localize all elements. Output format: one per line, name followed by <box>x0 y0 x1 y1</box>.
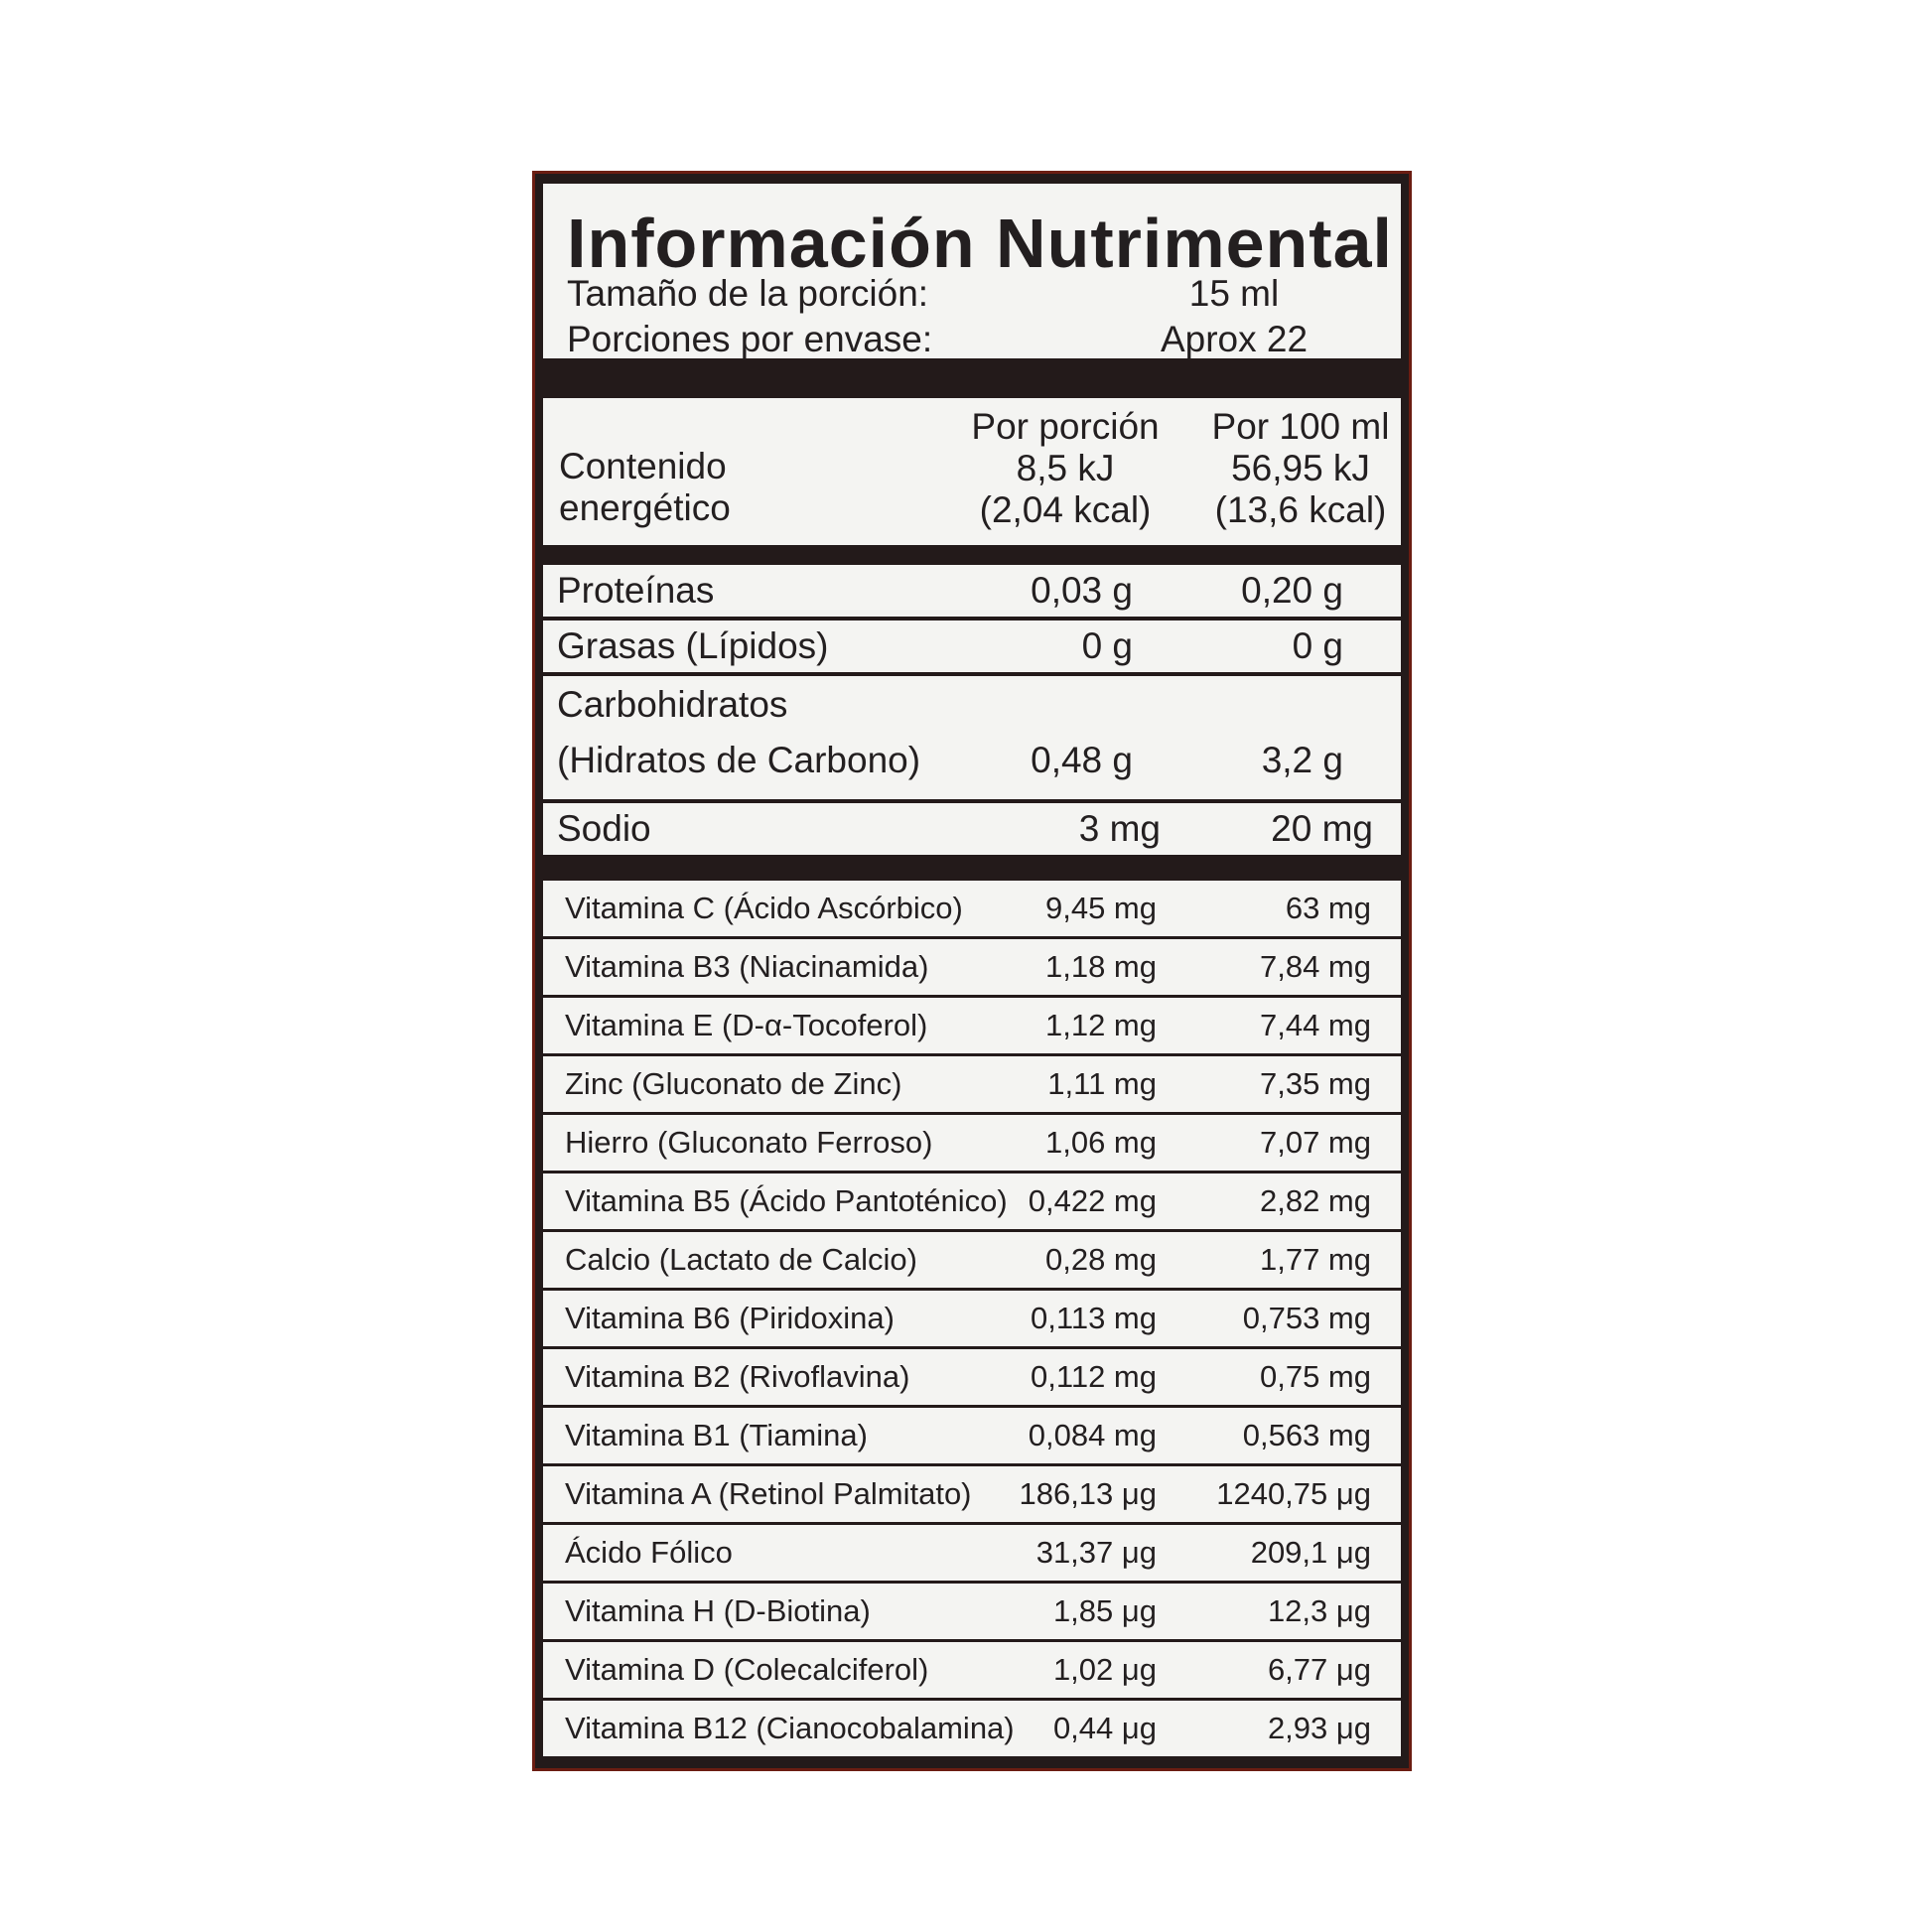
energy-section <box>543 398 1401 545</box>
macro-row <box>543 676 1401 799</box>
vitamin-per-100ml: 7,44 mg <box>1259 1008 1371 1042</box>
vitamin-name: Zinc (Gluconato de Zinc) <box>565 1066 902 1101</box>
vitamin-per-100ml: 209,1 μg <box>1250 1535 1371 1570</box>
servings-per-container-value: Aprox 22 <box>1160 319 1309 359</box>
nutrition-label <box>532 171 1412 1771</box>
vitamin-per-100ml: 7,84 mg <box>1259 949 1371 984</box>
per-serving-column <box>956 406 1174 531</box>
macros-section <box>543 565 1401 857</box>
vitamin-name: Vitamina B5 (Ácido Pantoténico) <box>565 1183 1008 1218</box>
vitamin-per-serving: 1,85 μg <box>1052 1593 1157 1628</box>
vitamin-per-serving: 0,112 mg <box>1031 1359 1157 1394</box>
vitamin-row <box>543 1291 1401 1346</box>
vitamin-per-serving: 9,45 mg <box>1044 891 1157 925</box>
macro-per-100ml: 0,20 g <box>1241 570 1343 611</box>
vitamin-per-100ml: 2,82 mg <box>1259 1183 1371 1218</box>
vitamin-per-100ml: 0,753 mg <box>1242 1301 1371 1335</box>
vitamin-name: Hierro (Gluconato Ferroso) <box>565 1125 933 1160</box>
per-serving-kj: 8,5 kJ <box>1016 448 1115 488</box>
vitamin-row <box>543 1525 1401 1581</box>
energy-label-line1: Contenido <box>559 446 727 486</box>
vitamin-per-serving: 0,422 mg <box>1028 1183 1157 1218</box>
vitamin-per-100ml: 1,77 mg <box>1259 1242 1371 1277</box>
vitamin-name: Ácido Fólico <box>565 1535 733 1570</box>
vitamin-row <box>543 998 1401 1053</box>
macro-row <box>543 565 1401 617</box>
vitamin-per-serving: 31,37 μg <box>1035 1535 1157 1570</box>
per-100ml-column <box>1194 406 1407 531</box>
macro-name-line2: (Hidratos de Carbono) <box>557 740 921 780</box>
vitamin-per-serving: 0,28 mg <box>1044 1242 1157 1277</box>
vitamin-row <box>543 1232 1401 1288</box>
vitamin-per-100ml: 1240,75 μg <box>1216 1476 1371 1511</box>
vitamin-per-100ml: 63 mg <box>1285 891 1371 925</box>
vitamin-name: Vitamina A (Retinol Palmitato) <box>565 1476 972 1511</box>
serving-size-value: 15 ml <box>1188 273 1280 314</box>
label-title: Información Nutrimental <box>567 205 1393 282</box>
energy-label <box>559 446 731 529</box>
macro-per-100ml: 3,2 g <box>1261 740 1343 780</box>
vitamin-name: Vitamina B6 (Piridoxina) <box>565 1301 895 1335</box>
vitamin-name: Vitamina C (Ácido Ascórbico) <box>565 891 963 925</box>
macro-name: Proteínas <box>557 570 715 611</box>
vitamin-row <box>543 939 1401 995</box>
per-serving-kcal: (2,04 kcal) <box>979 489 1152 530</box>
vitamin-row <box>543 881 1401 936</box>
macro-per-100ml: 0 g <box>1292 625 1343 666</box>
macro-row <box>543 803 1401 855</box>
macro-name: Carbohidratos <box>557 684 788 725</box>
vitamin-name: Vitamina B1 (Tiamina) <box>565 1418 868 1452</box>
per-serving-header: Por porción <box>971 406 1160 447</box>
vitamin-per-serving: 1,18 mg <box>1044 949 1157 984</box>
vitamin-per-serving: 1,06 mg <box>1044 1125 1157 1160</box>
vitamin-per-serving: 0,113 mg <box>1031 1301 1157 1335</box>
vitamins-section <box>543 881 1401 1762</box>
vitamin-row <box>543 1408 1401 1463</box>
macro-per-serving: 0,48 g <box>1031 740 1133 780</box>
vitamin-per-100ml: 0,75 mg <box>1259 1359 1371 1394</box>
vitamin-per-serving: 0,084 mg <box>1028 1418 1157 1452</box>
vitamin-name: Vitamina D (Colecalciferol) <box>565 1652 929 1687</box>
vitamin-per-100ml: 0,563 mg <box>1242 1418 1371 1452</box>
macro-row <box>543 621 1401 672</box>
vitamin-per-serving: 1,11 mg <box>1047 1066 1157 1101</box>
serving-size-row <box>567 271 1341 317</box>
servings-per-container-label: Porciones por envase: <box>567 319 933 359</box>
vitamin-row <box>543 1466 1401 1522</box>
per-100ml-kcal: (13,6 kcal) <box>1214 489 1387 530</box>
energy-label-line2: energético <box>559 487 731 528</box>
vitamin-row <box>543 1115 1401 1171</box>
macro-per-serving: 3 mg <box>1078 808 1161 849</box>
vitamin-row <box>543 1349 1401 1405</box>
per-100ml-kj: 56,95 kJ <box>1231 448 1370 488</box>
vitamin-name: Vitamina B3 (Niacinamida) <box>565 949 929 984</box>
vitamin-per-serving: 1,02 μg <box>1052 1652 1157 1687</box>
vitamin-name: Vitamina B12 (Cianocobalamina) <box>565 1711 1015 1745</box>
macro-name: Grasas (Lípidos) <box>557 625 829 666</box>
macro-per-100ml: 20 mg <box>1271 808 1373 849</box>
per-100ml-header: Por 100 ml <box>1211 406 1390 447</box>
vitamin-per-100ml: 6,77 μg <box>1267 1652 1371 1687</box>
vitamin-row <box>543 1056 1401 1112</box>
macro-per-serving: 0 g <box>1081 625 1133 666</box>
vitamin-per-100ml: 7,07 mg <box>1259 1125 1371 1160</box>
vitamin-row <box>543 1642 1401 1698</box>
vitamin-per-serving: 186,13 μg <box>1019 1476 1157 1511</box>
serving-size-label: Tamaño de la porción: <box>567 273 929 314</box>
header-section <box>543 184 1401 358</box>
vitamin-per-100ml: 2,93 μg <box>1267 1711 1371 1745</box>
vitamin-row <box>543 1584 1401 1639</box>
vitamin-per-serving: 1,12 mg <box>1044 1008 1157 1042</box>
vitamin-per-100ml: 7,35 mg <box>1259 1066 1371 1101</box>
vitamin-name: Vitamina H (D-Biotina) <box>565 1593 871 1628</box>
vitamin-name: Vitamina E (D-α-Tocoferol) <box>565 1008 928 1042</box>
servings-per-container-row <box>567 317 1341 362</box>
vitamin-row <box>543 1701 1401 1756</box>
vitamin-name: Vitamina B2 (Rivoflavina) <box>565 1359 910 1394</box>
vitamin-row <box>543 1173 1401 1229</box>
macro-name: Sodio <box>557 808 651 849</box>
vitamin-per-serving: 0,44 μg <box>1052 1711 1157 1745</box>
vitamin-name: Calcio (Lactato de Calcio) <box>565 1242 917 1277</box>
vitamin-per-100ml: 12,3 μg <box>1267 1593 1371 1628</box>
macro-per-serving: 0,03 g <box>1031 570 1133 611</box>
